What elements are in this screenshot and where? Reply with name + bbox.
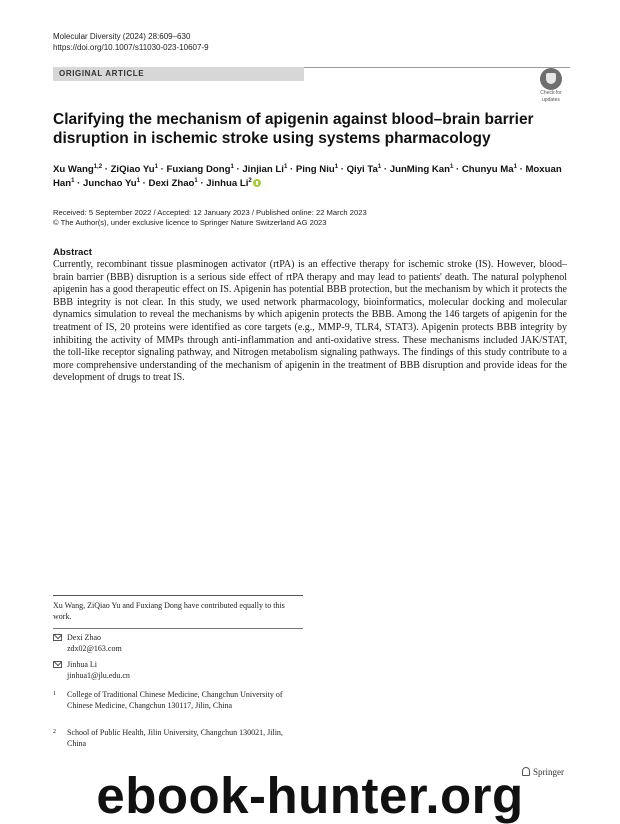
author-separator: · — [74, 178, 83, 189]
author-name[interactable]: Jinjian Li$^1$ — [242, 164, 288, 175]
author-affiliation-marker: 1 — [230, 164, 234, 170]
correspondence-item — [53, 632, 122, 654]
author-name[interactable]: Junchao Yu$^1$ — [83, 178, 141, 189]
author-name[interactable]: Fuxiang Dong$^1$ — [166, 164, 234, 175]
correspondence-email[interactable]: zdx02@163.com — [67, 644, 122, 653]
author-separator: · — [453, 164, 462, 175]
affiliation-number: 2 — [53, 729, 56, 735]
correspondence-email[interactable]: jinhua1@jlu.edu.cn — [67, 671, 130, 680]
author-name[interactable]: Ping Niu$^1$ — [295, 164, 339, 175]
author-separator: · — [157, 164, 167, 175]
watermark: ebook-hunter.org — [96, 767, 524, 824]
author-separator: · — [287, 164, 296, 175]
author-name[interactable]: Moxuan Han$^1$ — [53, 164, 562, 189]
author-affiliation-marker: 1 — [377, 164, 382, 170]
journal-citation: Molecular Diversity (2024) 28:609–630 — [53, 32, 191, 41]
author-name[interactable]: ZiQiao Yu$^1$ — [110, 164, 158, 175]
correspondence-name: Dexi Zhao — [67, 633, 101, 642]
affiliation-text: School of Public Health, Jilin University, Changchun 130021, Jilin, China — [67, 728, 283, 748]
contribution-note: Xu Wang, ZiQiao Yu and Fuxiang Dong have contributed equally to this work. — [53, 601, 285, 621]
author-affiliation-marker: 1 — [334, 164, 339, 170]
correspondence-name: Jinhua Li — [67, 660, 97, 669]
affiliation-number: 1 — [53, 691, 56, 697]
envelope-icon — [53, 634, 62, 641]
author-name[interactable]: JunMing Kan$^1$ — [389, 164, 454, 175]
dates-line: Received: 5 September 2022 / Accepted: 12 January 2023 / Published online: 22 March 2023 — [53, 208, 367, 217]
author-affiliation-marker: 1 — [449, 164, 454, 170]
author-affiliation-marker: 2 — [248, 178, 252, 184]
author-affiliation-marker: 1 — [71, 178, 75, 184]
article-type-badge: ORIGINAL ARTICLE — [53, 67, 304, 81]
check-for-updates-icon — [540, 68, 562, 90]
author-affiliation-marker: 1,2 — [93, 164, 103, 170]
author-separator: · — [338, 164, 347, 175]
author-name[interactable]: Dexi Zhao$^1$ — [148, 178, 198, 189]
article-title: Clarifying the mechanism of apigenin against blood–brain barrier disruption in ischemic stroke using systems pharmacology — [53, 111, 534, 147]
correspondence-item — [53, 659, 130, 681]
journal-header — [53, 31, 209, 53]
author-separator: · — [140, 178, 149, 189]
author-name[interactable]: Qiyi Ta$^1$ — [346, 164, 382, 175]
publication-dates — [53, 208, 367, 228]
author-separator: · — [102, 164, 111, 175]
affiliation-item — [53, 689, 303, 711]
abstract-text: Currently, recombinant tissue plasminogen activator (rtPA) is an effective therapy for ischemic stroke (IS). However, blood–brain barrier (BBB) disruption is a serious side effect of rtPA therapy and may lead to patients' death. The natural polyphenol apigenin has a good therapeutic effect on IS. Apigenin has potential BBB protection, but the mechanism by which it protects the BBB integrity is not clear. In this study, we used network pharmacology, bioinformatics, molecular docking and molecular dynamics simulation to reveal the mechanisms by which apigenin protects the BBB. Among the 146 targets of apigenin for the treatment of IS, 20 proteins were identified as core targets (e.g., MMP-9, TLR4, STAT3). Apigenin protects BBB integrity by inhibiting the activity of MMPs through anti-inflammation and anti-oxidative stress. These mechanisms included JAK/STAT, the toll-like receptor signaling pathway, and Nitrogen metabolism signaling pathways. The findings of this study contribute to a more comprehensive understanding of the mechanism of apigenin in the treatment of BBB disruption and provide ideas for the development of drugs to treat IS. — [53, 259, 567, 384]
author-name[interactable]: Xu Wang$^{1,2}$ — [53, 164, 103, 175]
check-for-updates-label-1: Check for — [540, 90, 562, 96]
correspondence-divider — [53, 628, 303, 629]
author-separator: · — [197, 178, 207, 189]
abstract-heading: Abstract — [53, 247, 92, 258]
author-list — [53, 163, 568, 191]
journal-doi[interactable]: https://doi.org/10.1007/s11030-023-10607-9 — [53, 43, 209, 52]
orcid-icon[interactable] — [253, 179, 261, 187]
copyright-line: © The Author(s), under exclusive licence to Springer Nature Switzerland AG 2023 — [53, 218, 327, 227]
author-separator: · — [233, 164, 243, 175]
check-for-updates-button[interactable] — [535, 68, 567, 101]
envelope-icon — [53, 661, 62, 668]
author-affiliation-marker: 1 — [513, 164, 517, 170]
author-affiliation-marker: 1 — [154, 164, 158, 170]
header-divider — [304, 67, 570, 68]
author-separator: · — [381, 164, 390, 175]
affiliation-item — [53, 727, 303, 749]
check-for-updates-label-2: updates — [542, 96, 560, 103]
author-affiliation-marker: 1 — [136, 178, 141, 184]
author-name[interactable]: Jinhua Li$^2$ — [206, 178, 252, 189]
footnote-divider — [53, 595, 303, 596]
affiliation-text: College of Traditional Chinese Medicine, Changchun University of Chinese Medicine, Changchun 130117, Jilin, China — [67, 690, 283, 710]
author-name[interactable]: Chunyu Ma$^1$ — [461, 164, 517, 175]
author-affiliation-marker: 1 — [194, 178, 198, 184]
author-separator: · — [516, 164, 526, 175]
publisher-name: Springer — [533, 767, 564, 777]
author-affiliation-marker: 1 — [283, 164, 288, 170]
